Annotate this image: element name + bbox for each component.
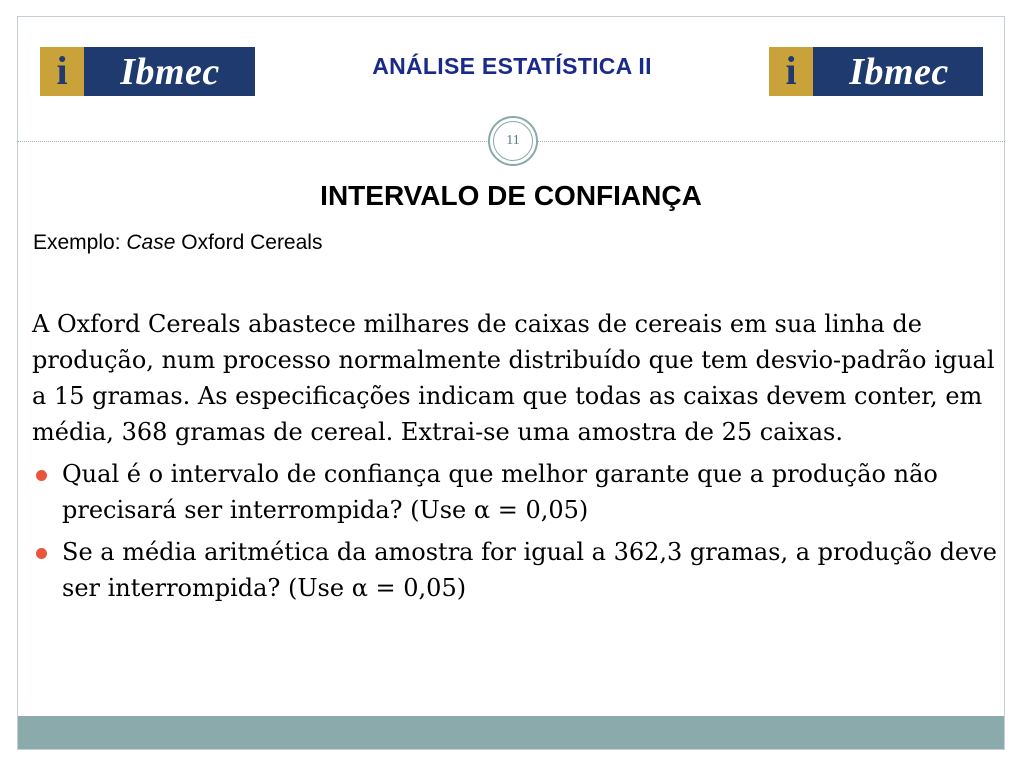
slide-number-badge [488, 116, 538, 166]
course-title: ANÁLISE ESTATÍSTICA II [372, 53, 652, 79]
question-list [32, 456, 998, 606]
slide-body [32, 306, 998, 606]
problem-paragraph: A Oxford Cereals abastece milhares de caixas de cereais em sua linha de produção, num processo normalmente distribuído que tem desvio-padrão igual a 15 gramas. As especificações indicam que todas as caixas devem conter, em média, 368 gramas de cereal. Extrai-se uma amostra de 25 caixas. [32, 310, 995, 446]
subtitle-suffix: Oxford Cereals [175, 231, 323, 254]
logo-wordmark-right: Ibmec [849, 51, 949, 93]
logo-glyph-right: i [785, 48, 797, 93]
bullet-dot-icon [36, 470, 47, 481]
ibmec-badge-left [40, 47, 84, 96]
logo-wordmark-left: Ibmec [120, 51, 220, 93]
ibmec-logo-right [769, 47, 983, 96]
footer-band [18, 716, 1004, 749]
subtitle-italic: Case [126, 231, 176, 254]
question-item [32, 534, 998, 606]
slide-title: INTERVALO DE CONFIANÇA [320, 180, 702, 211]
bullet-dot-icon [36, 548, 47, 559]
slide-number: 11 [493, 121, 533, 161]
ibmec-badge-right [769, 47, 813, 96]
slide-subtitle [33, 231, 322, 255]
question-text: Se a média aritmética da amostra for igual a 362,3 gramas, a produção deve ser interrompida? (Use α = 0,05) [62, 538, 997, 602]
question-text: Qual é o intervalo de confiança que melhor garante que a produção não precisará ser interrompida? (Use α = 0,05) [62, 460, 938, 524]
ibmec-logo-left [40, 47, 255, 96]
subtitle-prefix: Exemplo: [33, 231, 127, 254]
question-item [32, 456, 998, 528]
logo-glyph-left: i [56, 48, 68, 93]
